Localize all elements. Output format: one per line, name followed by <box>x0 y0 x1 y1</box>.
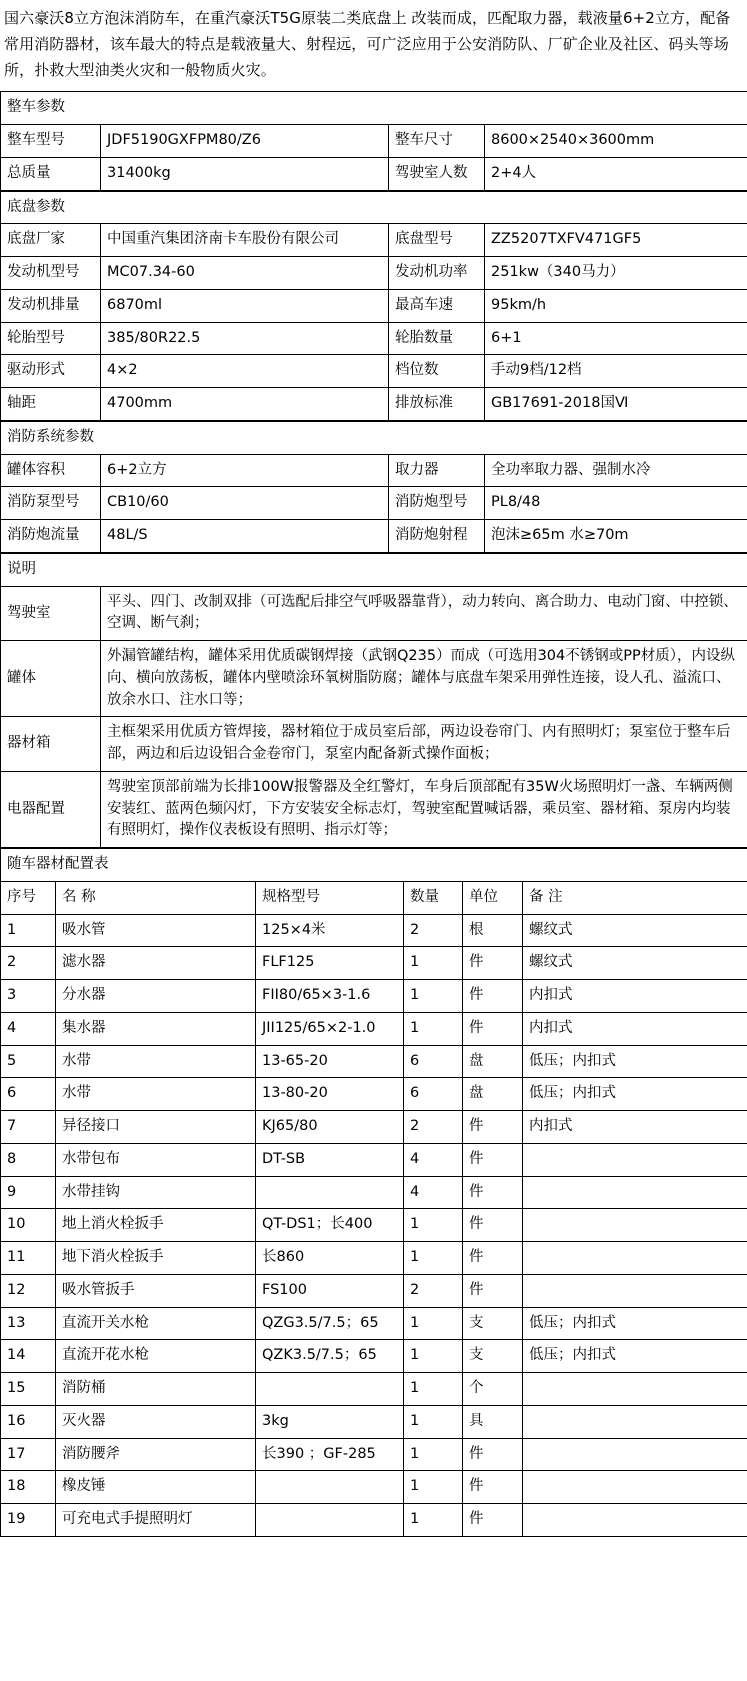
cell-qty: 1 <box>404 1471 463 1504</box>
cell-note <box>523 1209 747 1242</box>
param-label: 取力器 <box>389 454 485 487</box>
cell-unit: 具 <box>463 1405 523 1438</box>
param-label: 消防泵型号 <box>1 487 101 520</box>
intro-paragraph: 国六豪沃8立方泡沫消防车，在重汽豪沃T5G原装二类底盘上 改装而成，匹配取力器，载液量6+2立方，配备常用消防器材，该车最大的特点是载液量大、射程远，可广泛应用于公安消防队、厂矿企业及社区、码头等场所，扑救大型油类火灾和一般物质火灾。 <box>4 9 731 79</box>
param-value: 6+2立方 <box>101 454 389 487</box>
description-text: 主框架采用优质方管焊接，器材箱位于成员室后部，两边设卷帘门、内有照明灯；泵室位于整车后部，两边和后边设铝合金卷帘门，泵室内配备新式操作面板； <box>101 717 747 772</box>
cell-no: 17 <box>1 1438 56 1471</box>
param-label: 驾驶室人数 <box>389 157 485 190</box>
param-label: 驱动形式 <box>1 355 101 388</box>
cell-model: DT-SB <box>256 1143 404 1176</box>
cell-note: 低压；内扣式 <box>523 1307 747 1340</box>
description-label: 罐体 <box>1 641 101 717</box>
cell-name: 直流开关水枪 <box>56 1307 256 1340</box>
param-value: 2+4人 <box>485 157 747 190</box>
table-row <box>1 1045 747 1078</box>
cell-unit: 根 <box>463 914 523 947</box>
section-title: 底盘参数 <box>1 191 747 224</box>
param-label: 消防炮射程 <box>389 520 485 553</box>
cell-name: 地下消火栓扳手 <box>56 1242 256 1275</box>
cell-model: 13-80-20 <box>256 1078 404 1111</box>
cell-no: 1 <box>1 914 56 947</box>
param-label: 排放标准 <box>389 388 485 421</box>
cell-qty: 1 <box>404 1340 463 1373</box>
cell-no: 6 <box>1 1078 56 1111</box>
cell-no: 2 <box>1 947 56 980</box>
table-row <box>1 520 747 553</box>
cell-model: 13-65-20 <box>256 1045 404 1078</box>
param-value: 手动9档/12档 <box>485 355 747 388</box>
cell-unit: 件 <box>463 1438 523 1471</box>
cell-unit: 件 <box>463 947 523 980</box>
cell-note <box>523 1438 747 1471</box>
cell-name: 水带 <box>56 1078 256 1111</box>
table-row <box>1 1307 747 1340</box>
table-row <box>1 1012 747 1045</box>
cell-no: 16 <box>1 1405 56 1438</box>
cell-no: 5 <box>1 1045 56 1078</box>
cell-model: QZK3.5/7.5；65 <box>256 1340 404 1373</box>
section-title: 整车参数 <box>1 92 747 125</box>
description-label: 电器配置 <box>1 771 101 847</box>
param-label: 发动机功率 <box>389 257 485 290</box>
table-row <box>1 289 747 322</box>
cell-note <box>523 1274 747 1307</box>
table-row <box>1 1340 747 1373</box>
cell-qty: 1 <box>404 1012 463 1045</box>
table-row <box>1 224 747 257</box>
cell-name: 水带挂钩 <box>56 1176 256 1209</box>
cell-name: 吸水管扳手 <box>56 1274 256 1307</box>
cell-model: QT-DS1；长400 <box>256 1209 404 1242</box>
cell-name: 集水器 <box>56 1012 256 1045</box>
equipment-table-header <box>1 881 747 914</box>
cell-unit: 件 <box>463 1209 523 1242</box>
cell-qty: 1 <box>404 1438 463 1471</box>
table-row <box>1 1242 747 1275</box>
cell-no: 19 <box>1 1504 56 1537</box>
param-label: 底盘厂家 <box>1 224 101 257</box>
param-value: 48L/S <box>101 520 389 553</box>
cell-note: 螺纹式 <box>523 947 747 980</box>
cell-unit: 盘 <box>463 1045 523 1078</box>
cell-qty: 1 <box>404 1504 463 1537</box>
description-table <box>0 553 747 848</box>
table-row <box>1 257 747 290</box>
param-value: 8600×2540×3600mm <box>485 125 747 158</box>
vehicle-params-table <box>0 91 747 190</box>
param-value: 中国重汽集团济南卡车股份有限公司 <box>101 224 389 257</box>
cell-no: 12 <box>1 1274 56 1307</box>
param-label: 罐体容积 <box>1 454 101 487</box>
cell-note: 内扣式 <box>523 1012 747 1045</box>
fire-system-params-table <box>0 421 747 553</box>
cell-qty: 4 <box>404 1143 463 1176</box>
table-row <box>1 1405 747 1438</box>
table-row <box>1 914 747 947</box>
table-row <box>1 1176 747 1209</box>
cell-note <box>523 1373 747 1406</box>
section-title: 说明 <box>1 553 747 586</box>
cell-unit: 支 <box>463 1307 523 1340</box>
table-row <box>1 980 747 1013</box>
param-label: 整车尺寸 <box>389 125 485 158</box>
cell-no: 4 <box>1 1012 56 1045</box>
cell-model: 长390 ；GF-285 <box>256 1438 404 1471</box>
column-header-qty: 数量 <box>404 881 463 914</box>
param-value: ZZ5207TXFV471GF5 <box>485 224 747 257</box>
cell-name: 水带包布 <box>56 1143 256 1176</box>
cell-no: 15 <box>1 1373 56 1406</box>
cell-qty: 1 <box>404 1209 463 1242</box>
cell-model <box>256 1176 404 1209</box>
cell-qty: 4 <box>404 1176 463 1209</box>
cell-name: 吸水管 <box>56 914 256 947</box>
param-label: 最高车速 <box>389 289 485 322</box>
description-label: 器材箱 <box>1 717 101 772</box>
cell-qty: 2 <box>404 1111 463 1144</box>
table-row <box>1 157 747 190</box>
cell-model: JII125/65×2-1.0 <box>256 1012 404 1045</box>
cell-name: 分水器 <box>56 980 256 1013</box>
param-value: 全功率取力器、强制水冷 <box>485 454 747 487</box>
cell-note: 内扣式 <box>523 980 747 1013</box>
cell-model <box>256 1373 404 1406</box>
table-row <box>1 454 747 487</box>
table-row <box>1 1078 747 1111</box>
cell-no: 13 <box>1 1307 56 1340</box>
cell-model: KJ65/80 <box>256 1111 404 1144</box>
table-row <box>1 1274 747 1307</box>
cell-name: 滤水器 <box>56 947 256 980</box>
cell-no: 9 <box>1 1176 56 1209</box>
param-label: 发动机型号 <box>1 257 101 290</box>
cell-qty: 1 <box>404 1405 463 1438</box>
param-label: 轮胎型号 <box>1 322 101 355</box>
table-row <box>1 1143 747 1176</box>
cell-qty: 6 <box>404 1078 463 1111</box>
equipment-table <box>0 848 747 1537</box>
param-value: MC07.34-60 <box>101 257 389 290</box>
column-header-name: 名 称 <box>56 881 256 914</box>
cell-name: 橡皮锤 <box>56 1471 256 1504</box>
column-header-note: 备 注 <box>523 881 747 914</box>
cell-name: 地上消火栓扳手 <box>56 1209 256 1242</box>
section-header-equipment <box>1 849 747 882</box>
param-label: 底盘型号 <box>389 224 485 257</box>
param-value: 95km/h <box>485 289 747 322</box>
cell-no: 3 <box>1 980 56 1013</box>
cell-no: 7 <box>1 1111 56 1144</box>
cell-unit: 支 <box>463 1340 523 1373</box>
cell-no: 10 <box>1 1209 56 1242</box>
table-row <box>1 388 747 421</box>
param-value: 385/80R22.5 <box>101 322 389 355</box>
param-label: 轴距 <box>1 388 101 421</box>
cell-qty: 1 <box>404 980 463 1013</box>
param-label: 轮胎数量 <box>389 322 485 355</box>
cell-note <box>523 1176 747 1209</box>
table-row <box>1 1373 747 1406</box>
cell-note: 螺纹式 <box>523 914 747 947</box>
cell-model: FII80/65×3-1.6 <box>256 980 404 1013</box>
param-label: 消防炮型号 <box>389 487 485 520</box>
table-row <box>1 355 747 388</box>
param-value: 6+1 <box>485 322 747 355</box>
cell-name: 灭火器 <box>56 1405 256 1438</box>
table-row <box>1 641 747 717</box>
table-row <box>1 771 747 847</box>
cell-no: 18 <box>1 1471 56 1504</box>
cell-qty: 1 <box>404 1307 463 1340</box>
cell-qty: 6 <box>404 1045 463 1078</box>
column-header-no: 序号 <box>1 881 56 914</box>
cell-name: 可充电式手提照明灯 <box>56 1504 256 1537</box>
cell-model: QZG3.5/7.5；65 <box>256 1307 404 1340</box>
description-text: 驾驶室顶部前端为长排100W报警器及全红警灯，车身后顶部配有35W火场照明灯一盏、车辆两侧安装红、蓝两色频闪灯，下方安装安全标志灯，驾驶室配置喊话器，乘员室、器材箱、泵房内均装有照明灯，操作仪表板设有照明、指示灯等； <box>101 771 747 847</box>
cell-note <box>523 1143 747 1176</box>
section-header-fire-system <box>1 421 747 454</box>
cell-unit: 件 <box>463 1471 523 1504</box>
cell-unit: 件 <box>463 1176 523 1209</box>
param-value: PL8/48 <box>485 487 747 520</box>
cell-note <box>523 1242 747 1275</box>
cell-note: 低压；内扣式 <box>523 1078 747 1111</box>
cell-unit: 件 <box>463 980 523 1013</box>
description-text: 外漏管罐结构，罐体采用优质碳钢焊接（武钢Q235）而成（可选用304不锈钢或PP材质），内设纵向、横向放荡板，罐体内壁喷涂环氧树脂防腐；罐体与底盘车架采用弹性连接，设人孔、溢流口、放余水口、注水口等； <box>101 641 747 717</box>
cell-model: 长860 <box>256 1242 404 1275</box>
cell-unit: 件 <box>463 1242 523 1275</box>
cell-no: 8 <box>1 1143 56 1176</box>
cell-model <box>256 1471 404 1504</box>
cell-model: FLF125 <box>256 947 404 980</box>
table-row <box>1 487 747 520</box>
cell-model <box>256 1504 404 1537</box>
column-header-unit: 单位 <box>463 881 523 914</box>
table-row <box>1 586 747 641</box>
cell-note: 低压；内扣式 <box>523 1340 747 1373</box>
cell-note <box>523 1471 747 1504</box>
table-row <box>1 125 747 158</box>
cell-unit: 个 <box>463 1373 523 1406</box>
table-row <box>1 1438 747 1471</box>
param-value: 31400kg <box>101 157 389 190</box>
cell-name: 消防桶 <box>56 1373 256 1406</box>
description-label: 驾驶室 <box>1 586 101 641</box>
param-value: GB17691-2018国Ⅵ <box>485 388 747 421</box>
table-row <box>1 1111 747 1144</box>
section-header-vehicle <box>1 92 747 125</box>
table-row <box>1 1471 747 1504</box>
param-value: 4×2 <box>101 355 389 388</box>
cell-qty: 2 <box>404 1274 463 1307</box>
cell-note: 低压；内扣式 <box>523 1045 747 1078</box>
section-title: 随车器材配置表 <box>1 849 747 882</box>
table-row <box>1 1504 747 1537</box>
cell-unit: 件 <box>463 1504 523 1537</box>
param-label: 整车型号 <box>1 125 101 158</box>
table-row <box>1 947 747 980</box>
cell-model: FS100 <box>256 1274 404 1307</box>
cell-name: 直流开花水枪 <box>56 1340 256 1373</box>
cell-note <box>523 1504 747 1537</box>
param-value: 4700mm <box>101 388 389 421</box>
param-label: 档位数 <box>389 355 485 388</box>
param-value: 6870ml <box>101 289 389 322</box>
cell-unit: 件 <box>463 1111 523 1144</box>
param-label: 总质量 <box>1 157 101 190</box>
cell-name: 消防腰斧 <box>56 1438 256 1471</box>
section-title: 消防系统参数 <box>1 421 747 454</box>
table-row <box>1 1209 747 1242</box>
cell-unit: 盘 <box>463 1078 523 1111</box>
param-value: 泡沫≥65m 水≥70m <box>485 520 747 553</box>
cell-unit: 件 <box>463 1143 523 1176</box>
cell-qty: 1 <box>404 947 463 980</box>
cell-note <box>523 1405 747 1438</box>
cell-unit: 件 <box>463 1012 523 1045</box>
cell-model: 125×4米 <box>256 914 404 947</box>
cell-model: 3kg <box>256 1405 404 1438</box>
cell-unit: 件 <box>463 1274 523 1307</box>
cell-qty: 1 <box>404 1242 463 1275</box>
column-header-model: 规格型号 <box>256 881 404 914</box>
cell-no: 14 <box>1 1340 56 1373</box>
cell-name: 异径接口 <box>56 1111 256 1144</box>
param-value: CB10/60 <box>101 487 389 520</box>
section-header-chassis <box>1 191 747 224</box>
param-value: JDF5190GXFPM80/Z6 <box>101 125 389 158</box>
param-label: 发动机排量 <box>1 289 101 322</box>
cell-name: 水带 <box>56 1045 256 1078</box>
description-text: 平头、四门、改制双排（可选配后排空气呼吸器靠背），动力转向、离合助力、电动门窗、中控锁、空调、断气刹； <box>101 586 747 641</box>
table-row <box>1 322 747 355</box>
param-value: 251kw（340马力） <box>485 257 747 290</box>
section-header-description <box>1 553 747 586</box>
chassis-params-table <box>0 191 747 421</box>
cell-qty: 1 <box>404 1373 463 1406</box>
table-row <box>1 717 747 772</box>
cell-no: 11 <box>1 1242 56 1275</box>
param-label: 消防炮流量 <box>1 520 101 553</box>
cell-qty: 2 <box>404 914 463 947</box>
cell-note: 内扣式 <box>523 1111 747 1144</box>
